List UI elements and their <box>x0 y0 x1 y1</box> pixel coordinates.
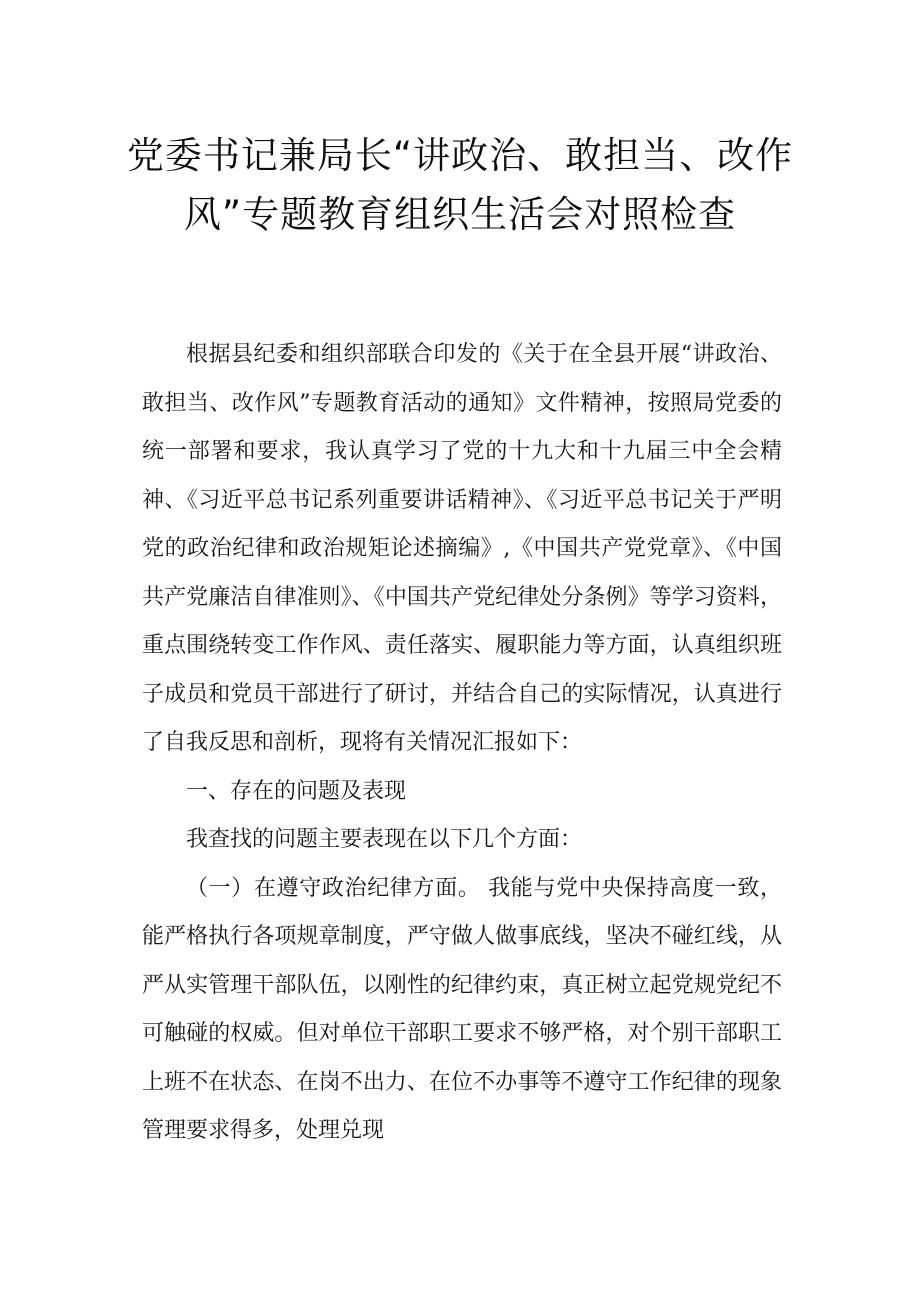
document-body <box>142 331 782 1156</box>
section-intro-paragraph: 我查找的问题主要表现在以下几个方面： <box>186 827 583 852</box>
subsection-paragraph: （一）在遵守政治纪律方面。 我能与党中央保持高度一致，能严格执行各项规章制度，严守做人做事底线，坚决不碰红线，从严从实管理干部队伍，以刚性的纪律约束，真正树立起党规党纪不可触碰的权威。但对单位干部职工要求不够严格，对个别干部职工上班不在状态、在岗不出力、在位不办事等不遵守工作纪律的现象管理要求得多，处理兑现 <box>142 875 782 1143</box>
section-heading: 一、存在的问题及表现 <box>186 778 407 804</box>
document-title: 党委书记兼局长“讲政治、敢担当、改作风”专题教育组织生活会对照检查 <box>126 134 794 236</box>
intro-paragraph: 根据县纪委和组织部联合印发的《关于在全县开展“讲政治、敢担当、改作风”专题教育活动的通知》文件精神，按照局党委的统一部署和要求，我认真学习了党的十九大和十九届三中全会精神、《习近平总书记系列重要讲话精神》、《习近平总书记关于严明党的政治纪律和政治规矩论述摘编》,《中国共产党党章》、《中国共产党廉洁自律准则》、《中国共产党纪律处分条例》等学习资料，重点围绕转变工作作风、责任落实、履职能力等方面，认真组织班子成员和党员干部进行了研讨，并结合自己的实际情况，认真进行了自我反思和剖析，现将有关情况汇报如下： <box>142 342 782 755</box>
